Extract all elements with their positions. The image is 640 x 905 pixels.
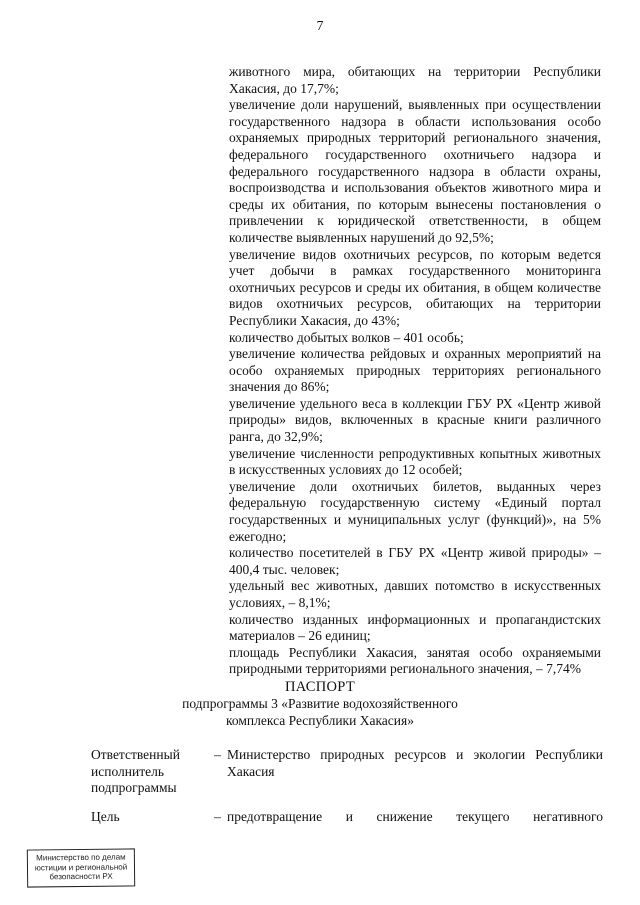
row-value: Министерство природных ресурсов и экологии Республики Хакасия bbox=[227, 747, 603, 779]
row-dash: – bbox=[214, 747, 221, 762]
passport-table bbox=[91, 747, 603, 837]
passport-row-responsible bbox=[91, 747, 603, 797]
list-item: увеличение видов охотничьих ресурсов, по которым ведется учет добычи в рамках государственного мониторинга охотничьих ресурсов и среды их обитания, в общем количестве видов охотничьих ресурсов, обитающих на территории Республики Хакасия, до 43%; bbox=[229, 246, 601, 328]
list-item: увеличение доли нарушений, выявленных при осуществлении государственного надзора в области использования особо охраняемых природных территорий регионального значения, федерального государственного охотничьего надзора и федерального государственного надзора в области охраны, воспроизводства и использования объектов животного мира и среды их обитания, по которым вынесены постановления о привлечении к юридической ответственности, в общем количестве выявленных нарушений до 92,5%; bbox=[229, 97, 601, 245]
list-item: количество посетителей в ГБУ РХ «Центр живой природы» – 400,4 тыс. человек; bbox=[229, 545, 601, 577]
list-item: увеличение доли охотничьих билетов, выданных через федеральную государственную систему «Единый портал государственных и муниципальных услуг (функций)», на 5% ежегодно; bbox=[229, 478, 601, 544]
list-item: увеличение численности репродуктивных копытных животных в искусственных условиях до 12 особей; bbox=[229, 445, 601, 478]
passport-title: ПАСПОРТ bbox=[284, 679, 356, 695]
row-dash: – bbox=[214, 808, 221, 824]
registration-stamp: Министерство по делам юстиции и региональной безопасности РХ bbox=[27, 848, 135, 887]
list-item: площадь Республики Хакасия, занятая особо охраняемыми природными территориями регионального значения, – 7,74% bbox=[229, 644, 601, 677]
page-number: 7 bbox=[316, 18, 324, 33]
list-item: увеличение удельного веса в коллекции ГБУ РХ «Центр живой природы» видов, включенных в красные книги различного ранга, до 32,9%; bbox=[229, 395, 601, 445]
list-item: увеличение количества рейдовых и охранных мероприятий на особо охраняемых природных территориях регионального значения до 86%; bbox=[229, 346, 601, 395]
row-value: предотвращение и снижение текущего негативного bbox=[227, 808, 603, 824]
list-item: количество изданных информационных и пропагандистских материалов – 26 единиц; bbox=[229, 611, 601, 644]
list-item: удельный вес животных, давших потомство в искусственных условиях, – 8,1%; bbox=[229, 578, 601, 610]
indicators-list bbox=[229, 64, 601, 678]
list-item: животного мира, обитающих на территории Республики Хакасия, до 17,7%; bbox=[229, 64, 601, 96]
passport-subtitle: подпрограммы 3 «Развитие водохозяйственного комплекса Республики Хакасия» bbox=[182, 696, 458, 728]
row-label: Ответственный исполнитель подпрограммы bbox=[91, 747, 180, 796]
row-label: Цель bbox=[91, 808, 120, 824]
list-item: количество добытых волков – 401 особь; bbox=[229, 329, 464, 345]
passport-row-goal bbox=[91, 809, 603, 826]
